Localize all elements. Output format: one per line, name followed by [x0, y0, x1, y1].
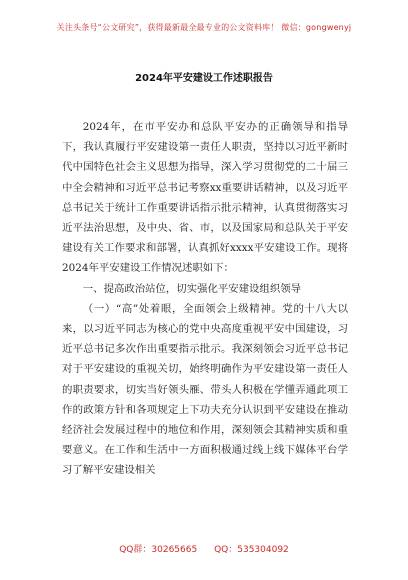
intro-paragraph: 2024年，在市平安办和总队平安办的正确领导和指导下，我认真履行平安建设第一责任人职责，坚持以习近平新时代中国特色社会主义思想为指导，深入学习贯彻党的二十届三中全会精神和习近平总书记考察xx重要讲话精神，以及习近平总书记关于统计工作重要讲话指示批示精神，认真贯彻落实习近平法治思想，及中央、省、市，以及国家局和总队关于平安建设有关工作要求和部署，认真抓好xxxx平安建设工作。现将2024年平安建设工作情况述职如下：	[62, 121, 348, 275]
qq-number: QQ：535304092	[214, 545, 289, 555]
promo-banner: 关注头条号“公文研究”，获得最新最全最专业的公文资料库！ 微信：gongwenyj	[56, 23, 352, 32]
section-paragraph: （一）“高”处着眼，全面领会上级精神。党的十八大以来，以习近平同志为核心的党中央高度重视平安中国建设，习近平总书记多次作出重要指示批示。我深刻领会习近平总书记对于平安建设的重视关切，始终明确作为平安建设第一责任人的职责要求，切实当好领头雁、带头人积极在学懂弄通此项工作的政策方针和各项规定上下功夫充分认识到平安建设在推动经济社会发展过程中的地位和作用，深刻领会其精神实质和重要意义。在工作和生活中一方面积极通过线上线下媒体平台学习了解平安建设相关	[62, 302, 348, 477]
section-heading: 一、提高政治站位，切实强化平安建设组织领导	[82, 282, 301, 295]
document-title: 2024年平安建设工作述职报告	[135, 73, 273, 84]
document-body	[62, 117, 348, 481]
contact-footer	[0, 542, 408, 555]
qq-group-number: QQ群：30265665	[119, 545, 198, 555]
